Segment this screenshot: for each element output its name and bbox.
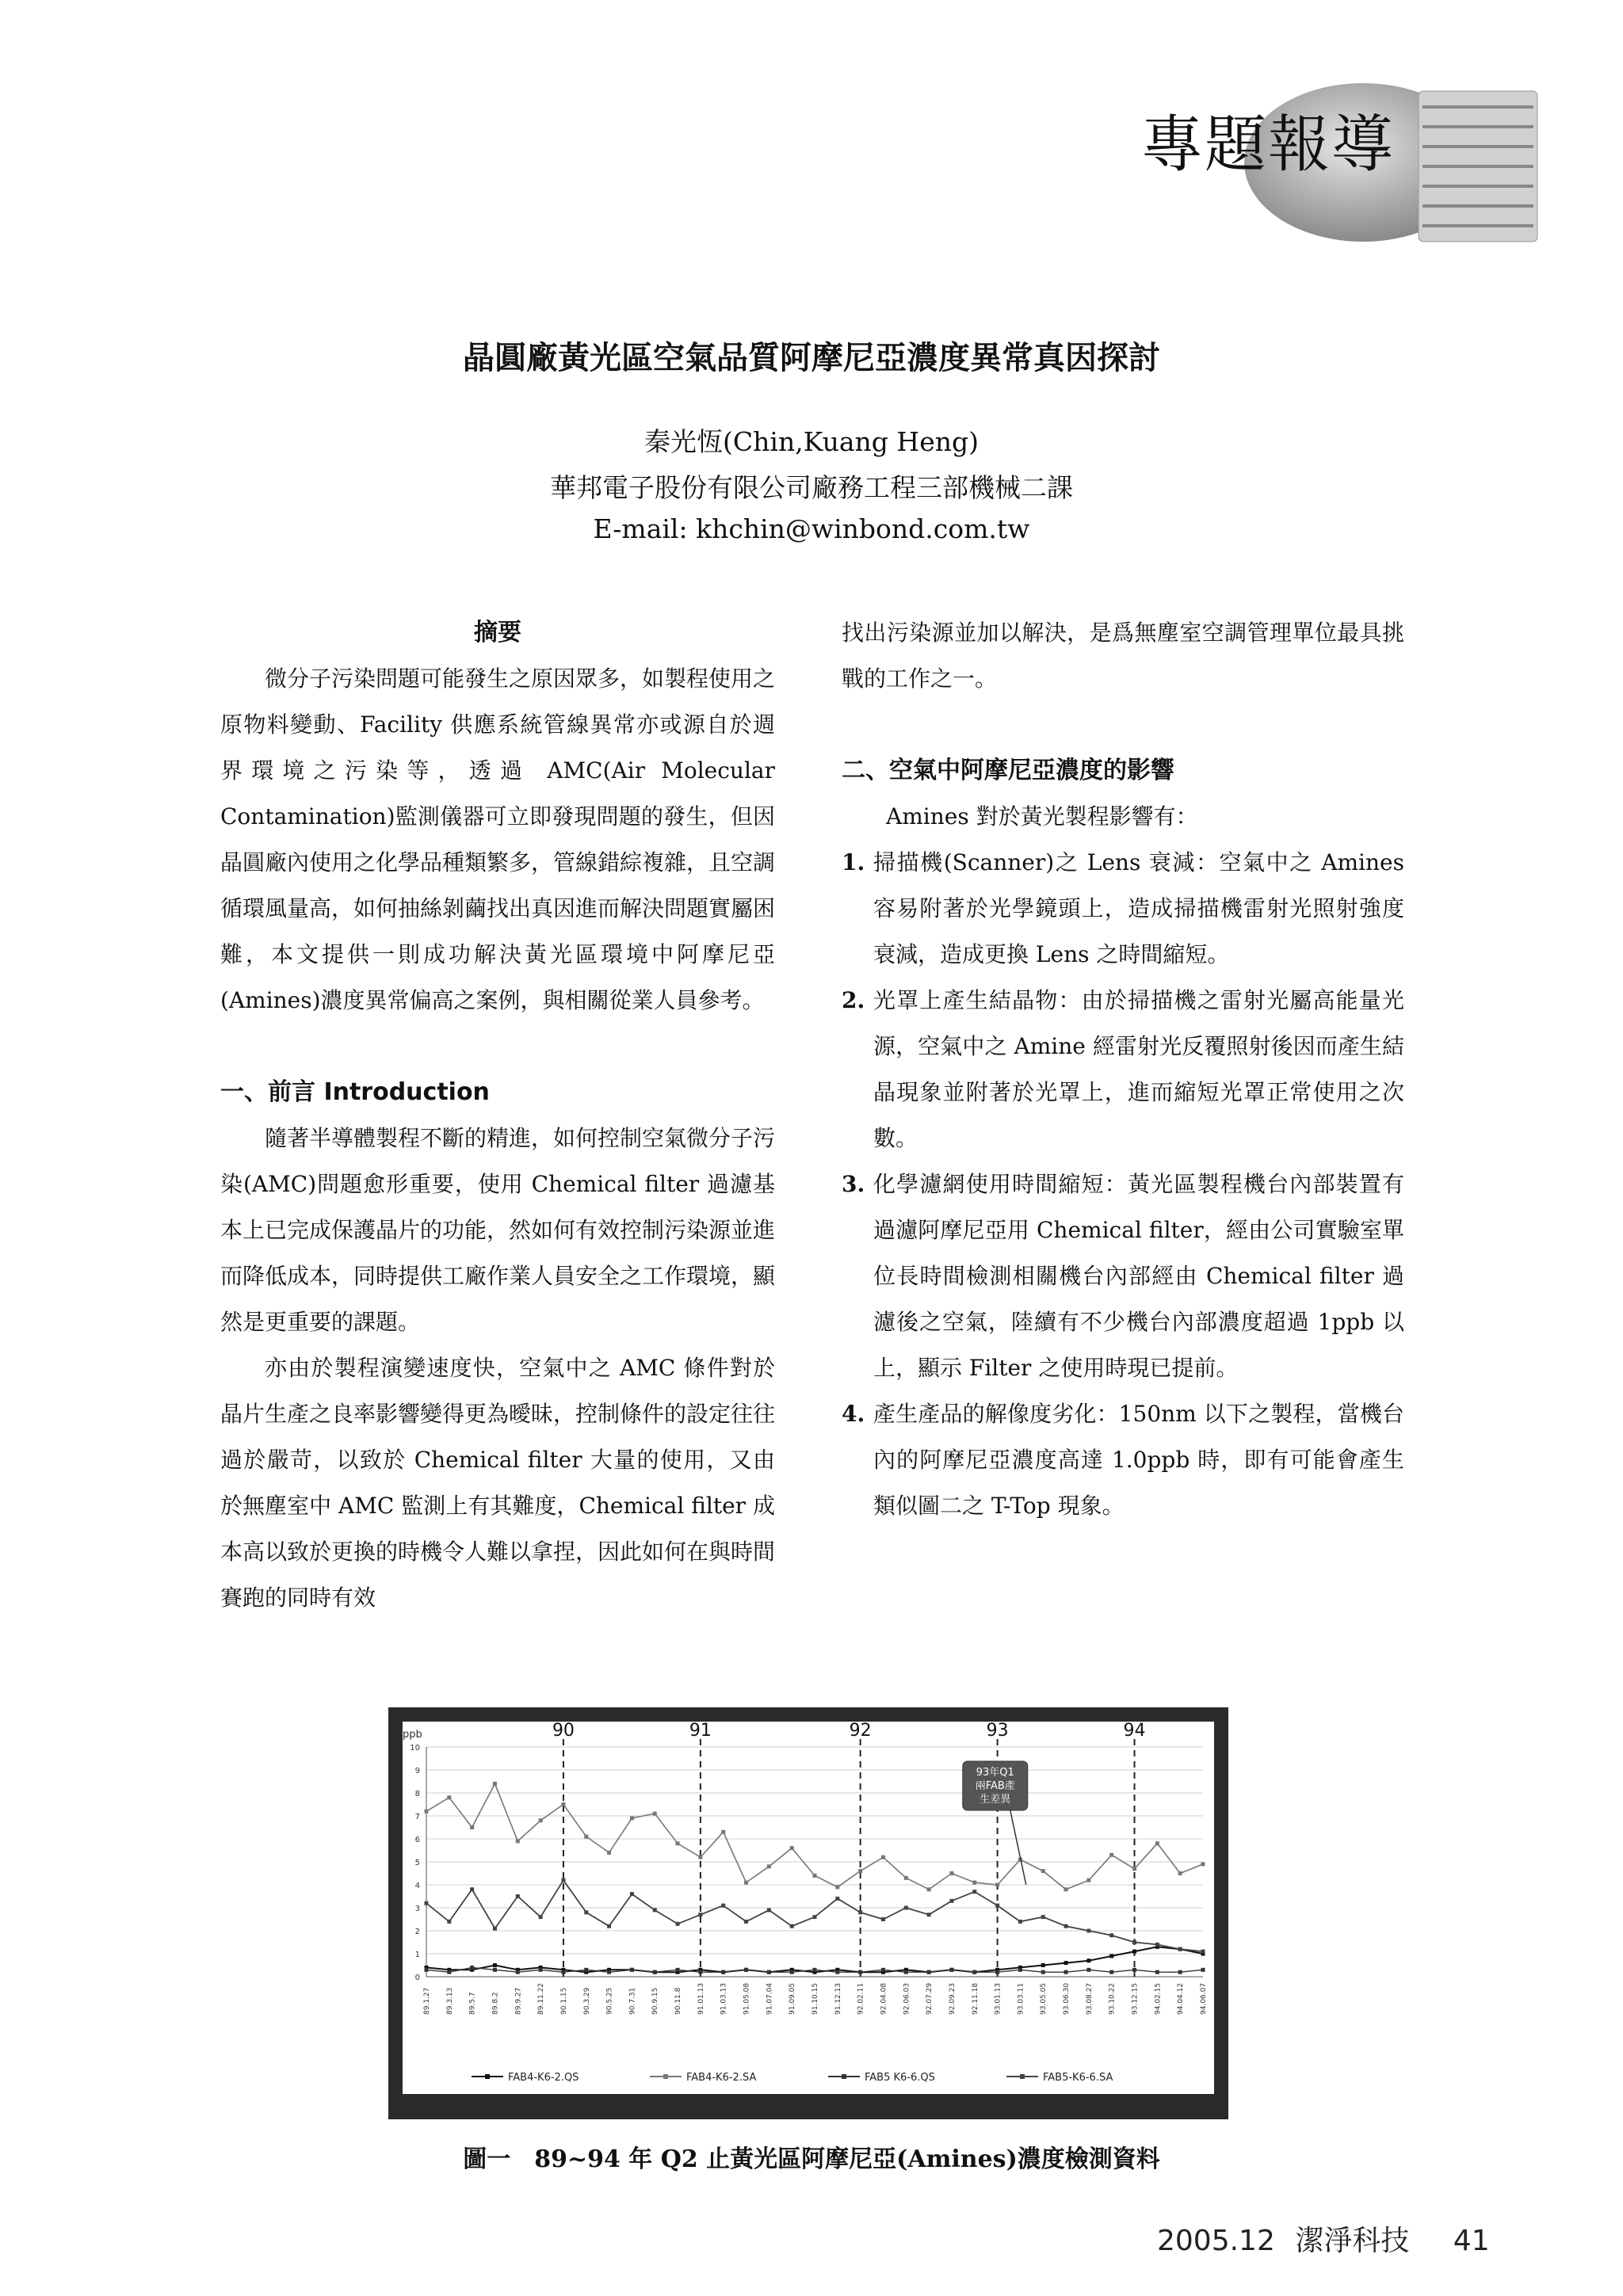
author-affiliation: 華邦電子股份有限公司廠務工程三部機械二課	[550, 472, 1073, 503]
data-point	[744, 1968, 748, 1972]
data-point	[470, 1966, 474, 1970]
list-item	[842, 840, 1404, 978]
legend-label: FAB4-K6-2.QS	[508, 2072, 579, 2084]
article-title: 晶圓廠黃光區空氣品質阿摩尼亞濃度異常真因探討	[463, 340, 1160, 376]
y-tick-label: 0	[414, 1974, 420, 1982]
x-tick-label: 90.9.15	[651, 1987, 660, 2015]
data-point	[1018, 1920, 1022, 1924]
data-point	[698, 1855, 702, 1859]
x-tick-label: 92.04.08	[880, 1982, 888, 2015]
data-point	[972, 1890, 976, 1894]
data-point	[676, 1841, 680, 1845]
data-point	[1086, 1958, 1090, 1962]
y-tick-label: 7	[414, 1813, 420, 1821]
data-point	[721, 1830, 725, 1834]
legend-marker	[663, 2074, 668, 2079]
y-axis-label: ppb	[403, 1729, 422, 1741]
year-label: 90	[552, 1721, 575, 1741]
data-point	[744, 1920, 748, 1924]
data-point	[949, 1968, 953, 1972]
data-point	[447, 1920, 451, 1924]
year-label: 93	[986, 1721, 1009, 1741]
x-tick-label: 92.06.03	[903, 1982, 911, 2015]
data-point	[1086, 1929, 1090, 1933]
data-point	[1109, 1853, 1113, 1857]
data-point	[1132, 1968, 1136, 1972]
data-point	[835, 1970, 839, 1974]
data-point	[676, 1922, 680, 1926]
data-point	[858, 1869, 862, 1873]
year-label: 91	[689, 1721, 712, 1741]
x-tick-label: 89.8.2	[491, 1992, 500, 2015]
abstract-paragraph: 微分子污染問題可能發生之原因眾多，如製程使用之原物料變動、Facility 供應系統管線異常亦或源自於週界環境之污染等，透過 AMC(Air Molecular Contamination)監測儀器可立即發現問題的發生，但因晶圓廠內使用之化學品種類繁多，管線錯綜複雜，且空調循環風量高，如何抽絲剝繭找出真因進而解決問題實屬困難，本文提供一則成功解決黃光區環境中阿摩尼亞(Amines)濃度異常偏高之案例，與相關從業人員參考。	[220, 666, 776, 1013]
data-point	[1018, 1968, 1022, 1972]
data-point	[1086, 1878, 1090, 1882]
data-point	[516, 1894, 520, 1898]
data-point	[813, 1874, 817, 1878]
data-point	[493, 1782, 497, 1786]
x-tick-label: 91.12.13	[834, 1982, 842, 2015]
y-tick-label: 6	[414, 1836, 420, 1844]
footer-page-number: 41	[1453, 2225, 1490, 2257]
y-tick-label: 3	[414, 1905, 420, 1913]
data-point	[493, 1927, 497, 1931]
data-point	[835, 1885, 839, 1889]
list-item-number: 4.	[842, 1401, 865, 1427]
x-tick-label: 90.1.15	[559, 1987, 568, 2015]
x-tick-label: 93.08.27	[1085, 1982, 1094, 2015]
data-point	[995, 1883, 999, 1887]
data-point	[1041, 1869, 1045, 1873]
x-tick-label: 92.09.23	[948, 1982, 957, 2015]
data-point	[790, 1970, 794, 1974]
data-point	[425, 1810, 429, 1814]
data-point	[1201, 1862, 1205, 1866]
data-point	[881, 1855, 885, 1859]
data-point	[470, 1825, 474, 1829]
data-point	[676, 1968, 680, 1972]
data-point	[653, 1908, 657, 1912]
x-tick-label: 92.11.18	[971, 1982, 980, 2015]
data-point	[1132, 1940, 1136, 1944]
data-point	[744, 1881, 748, 1885]
data-point	[539, 1915, 543, 1919]
data-point	[539, 1818, 543, 1822]
x-tick-label: 90.11.8	[674, 1987, 683, 2015]
data-point	[721, 1970, 725, 1974]
data-point	[493, 1968, 497, 1972]
x-tick-label: 91.05.08	[743, 1982, 751, 2015]
abstract-heading: 摘要	[474, 619, 521, 646]
data-point	[584, 1835, 588, 1839]
x-tick-label: 93.06.30	[1063, 1982, 1071, 2015]
section-1-heading: 一、前言 Introduction	[220, 1078, 490, 1106]
data-point	[1109, 1933, 1113, 1937]
data-point	[995, 1904, 999, 1908]
annotation-text: 93年Q1	[976, 1767, 1014, 1779]
data-point	[858, 1910, 862, 1914]
y-tick-label: 9	[414, 1767, 420, 1775]
data-point	[813, 1968, 817, 1972]
list-item-text: 化學濾網使用時間縮短：黃光區製程機台內部裝置有過濾阿摩尼亞用 Chemical filter，經由公司實驗室單位長時間檢測相關機台內部經由 Chemical filter 過濾後之空氣，陸續有不少機台內部濃度超過 1ppb 以上，顯示 Filter 之使用時現已提前。	[873, 1171, 1404, 1381]
data-point	[698, 1913, 702, 1917]
data-point	[904, 1906, 908, 1910]
x-tick-label: 94.02.15	[1154, 1982, 1163, 2015]
year-label: 92	[849, 1721, 872, 1741]
data-point	[1109, 1970, 1113, 1974]
section-1-paragraph-1: 隨著半導體製程不斷的精進，如何控制空氣微分子污染(AMC)問題愈形重要，使用 Chemical filter 過濾基本上已完成保護晶片的功能，然如何有效控制污染源並進而降低成本，同時提供工廠作業人員安全之工作環境，顯然是更重要的課題。	[220, 1125, 776, 1335]
y-tick-label: 10	[410, 1744, 420, 1753]
list-item-text: 掃描機(Scanner)之 Lens 衰減：空氣中之 Amines 容易附著於光學鏡頭上，造成掃描機雷射光照射強度衰減，造成更換 Lens 之時間縮短。	[873, 849, 1404, 967]
data-point	[767, 1864, 771, 1868]
data-point	[721, 1904, 725, 1908]
x-tick-label: 93.05.05	[1040, 1982, 1048, 2015]
data-point	[1178, 1871, 1182, 1875]
data-point	[493, 1963, 497, 1967]
data-point	[447, 1970, 451, 1974]
author-email: E-mail: khchin@winbond.com.tw	[593, 513, 1030, 544]
y-tick-label: 2	[414, 1928, 420, 1936]
legend-marker	[1020, 2074, 1025, 2079]
data-point	[972, 1970, 976, 1974]
data-point	[1201, 1968, 1205, 1972]
data-point	[607, 1851, 611, 1855]
data-point	[1155, 1943, 1159, 1947]
data-point	[630, 1968, 634, 1972]
x-tick-label: 90.5.25	[605, 1987, 614, 2015]
section-label: 專題報導	[1141, 109, 1396, 181]
data-point	[584, 1968, 588, 1972]
data-point	[1064, 1970, 1068, 1974]
legend-label: FAB5-K6-6.SA	[1043, 2072, 1113, 2084]
data-point	[561, 1970, 565, 1974]
data-point	[972, 1881, 976, 1885]
continuation-paragraph: 找出污染源並加以解決，是爲無塵室空調管理單位最具挑戰的工作之一。	[842, 620, 1404, 692]
y-tick-label: 5	[414, 1859, 420, 1867]
data-point	[1201, 1950, 1205, 1954]
data-point	[835, 1897, 839, 1901]
data-point	[927, 1913, 931, 1917]
data-point	[904, 1970, 908, 1974]
x-tick-label: 92.02.11	[857, 1982, 865, 2015]
left-column	[220, 610, 775, 1621]
data-point	[539, 1968, 543, 1972]
data-point	[949, 1871, 953, 1875]
x-tick-label: 89.9.27	[514, 1987, 523, 2015]
data-point	[1178, 1947, 1182, 1951]
x-tick-label: 93.03.11	[1017, 1982, 1025, 2015]
data-point	[1109, 1954, 1113, 1958]
x-tick-label: 93.01.13	[994, 1982, 1002, 2015]
data-point	[447, 1795, 451, 1799]
list-item-number: 3.	[842, 1171, 865, 1197]
data-point	[607, 1924, 611, 1928]
data-point	[1086, 1968, 1090, 1972]
data-point	[698, 1970, 702, 1974]
legend-label: FAB5 K6-6.QS	[865, 2072, 935, 2084]
data-point	[904, 1876, 908, 1880]
y-tick-label: 4	[414, 1882, 420, 1890]
author-name: 秦光恆(Chin,Kuang Heng)	[644, 426, 979, 457]
amines-line-chart	[388, 1707, 1228, 2119]
data-point	[790, 1846, 794, 1850]
section-1-paragraph-2: 亦由於製程演變速度快，空氣中之 AMC 條件對於晶片生產之良率影響變得更為曖昧，控制條件的設定往往過於嚴苛，以致於 Chemical filter 大量的使用，又由於無塵室中 AMC 監測上有其難度，Chemical filter 成本高以致於更換的時機令人難以拿捏，因此如何在與時間賽跑的同時有效	[220, 1355, 776, 1611]
data-point	[1064, 1961, 1068, 1965]
data-point	[881, 1917, 885, 1921]
data-point	[425, 1901, 429, 1905]
legend-marker	[842, 2074, 846, 2079]
list-item	[842, 1391, 1404, 1529]
data-point	[949, 1899, 953, 1903]
data-point	[995, 1970, 999, 1974]
x-tick-label: 90.7.31	[628, 1987, 637, 2015]
data-point	[1064, 1887, 1068, 1891]
section-2-intro: Amines 對於黃光製程影響有：	[886, 803, 1198, 830]
data-point	[1132, 1950, 1136, 1954]
data-point	[516, 1839, 520, 1843]
data-point	[1041, 1963, 1045, 1967]
figure-1-chart	[388, 1707, 1228, 2119]
data-point	[1132, 1867, 1136, 1871]
x-tick-label: 91.10.15	[812, 1982, 819, 2015]
data-point	[516, 1970, 520, 1974]
footer-issue: 2005.12	[1157, 2225, 1275, 2257]
data-point	[858, 1970, 862, 1974]
x-tick-label: 92.07.29	[926, 1982, 934, 2015]
data-point	[1178, 1970, 1182, 1974]
x-tick-label: 89.3.13	[445, 1987, 454, 2015]
legend-marker	[485, 2074, 490, 2079]
data-point	[881, 1968, 885, 1972]
data-point	[653, 1812, 657, 1816]
list-item	[842, 978, 1404, 1161]
data-point	[767, 1970, 771, 1974]
x-tick-label: 94.04.12	[1177, 1982, 1186, 2015]
x-tick-label: 93.10.22	[1108, 1982, 1117, 2015]
list-item	[842, 1161, 1404, 1391]
x-tick-label: 90.3.29	[582, 1987, 591, 2015]
data-point	[1155, 1841, 1159, 1845]
data-point	[1155, 1970, 1159, 1974]
x-tick-label: 94.06.07	[1200, 1982, 1208, 2015]
legend-label: FAB4-K6-2.SA	[686, 2072, 757, 2084]
annotation-text: 生差異	[980, 1794, 1011, 1806]
data-point	[1041, 1970, 1045, 1974]
y-tick-label: 8	[414, 1790, 420, 1798]
data-point	[927, 1887, 931, 1891]
list-item-text: 光罩上產生結晶物：由於掃描機之雷射光屬高能量光源，空氣中之 Amine 經雷射光反覆照射後因而產生結晶現象並附著於光罩上，進而縮短光罩正常使用之次數。	[873, 987, 1404, 1151]
data-point	[561, 1878, 565, 1882]
data-point	[1064, 1924, 1068, 1928]
data-point	[607, 1970, 611, 1974]
x-tick-label: 89.1.27	[423, 1987, 431, 2015]
footer-journal: 潔淨科技	[1295, 2225, 1410, 2257]
right-column	[842, 610, 1404, 1529]
data-point	[653, 1970, 657, 1974]
x-tick-label: 89.11.22	[537, 1982, 546, 2015]
page-footer	[1157, 2218, 1501, 2259]
data-point	[790, 1924, 794, 1928]
data-point	[584, 1910, 588, 1914]
data-point	[927, 1970, 931, 1974]
data-point	[630, 1816, 634, 1820]
x-tick-label: 91.01.13	[697, 1982, 705, 2015]
list-item-number: 1.	[842, 849, 865, 875]
x-tick-label: 91.09.05	[789, 1982, 797, 2015]
data-point	[813, 1915, 817, 1919]
data-point	[767, 1908, 771, 1912]
year-label: 94	[1123, 1721, 1146, 1741]
figure-caption: 圖一 89~94 年 Q2 止黃光區阿摩尼亞(Amines)濃度檢測資料	[463, 2145, 1160, 2173]
data-point	[630, 1892, 634, 1896]
list-item-text: 產生產品的解像度劣化：150nm 以下之製程，當機台內的阿摩尼亞濃度高達 1.0ppb 時，即有可能會產生類似圖二之 T-Top 現象。	[873, 1401, 1404, 1519]
annotation-text: 兩FAB產	[975, 1780, 1015, 1792]
y-tick-label: 1	[414, 1951, 420, 1959]
data-point	[470, 1887, 474, 1891]
data-point	[561, 1802, 565, 1806]
x-tick-label: 91.07.04	[766, 1982, 774, 2015]
section-2-heading: 二、空氣中阿摩尼亞濃度的影響	[842, 757, 1174, 784]
x-tick-label: 93.12.15	[1131, 1982, 1140, 2015]
x-tick-label: 89.5.7	[468, 1992, 477, 2015]
data-point	[425, 1968, 429, 1972]
x-tick-label: 91.03.13	[720, 1982, 728, 2015]
list-item-number: 2.	[842, 987, 865, 1013]
data-point	[1041, 1915, 1045, 1919]
